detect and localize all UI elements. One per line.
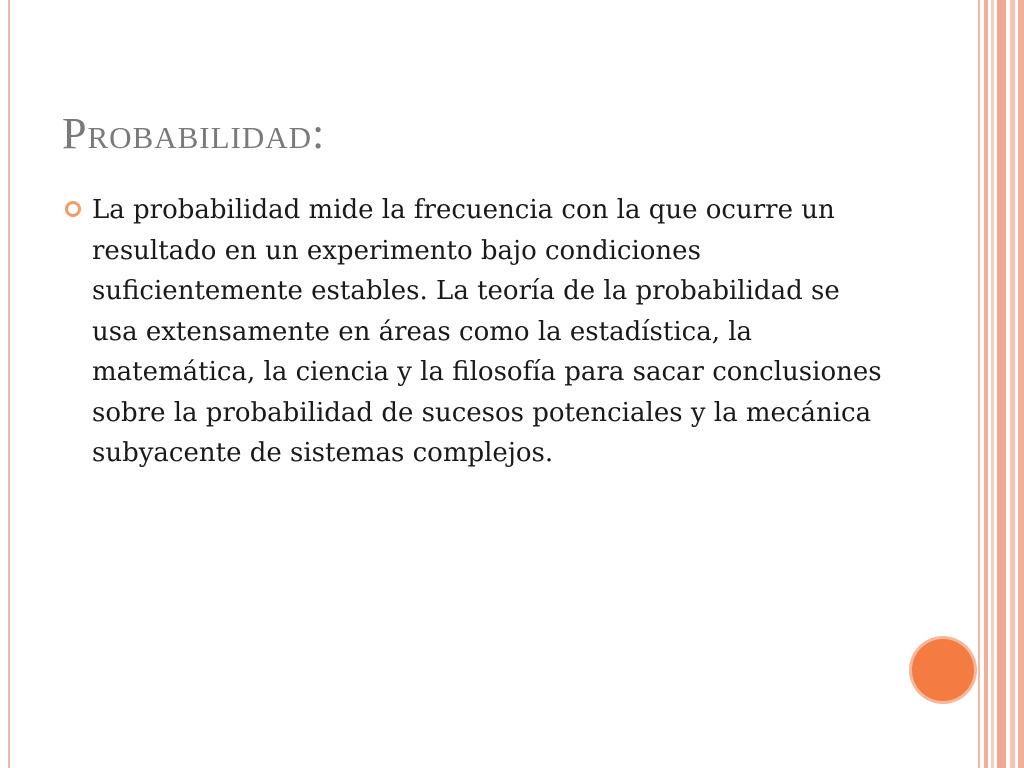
- right-stripe: [978, 0, 980, 768]
- right-stripe: [1018, 0, 1024, 768]
- bullet-list-item: [62, 190, 892, 474]
- right-stripe: [1010, 0, 1015, 768]
- left-accent-line: [8, 0, 10, 768]
- right-stripe: [984, 0, 988, 768]
- right-stripe: [997, 0, 1006, 768]
- slide-title: Probabilidad:: [62, 109, 326, 158]
- right-stripe: [991, 0, 994, 768]
- bullet-circle-icon: [64, 200, 82, 218]
- bullet-text: La probabilidad mide la frecuencia con la que ocurre un resultado en un experimento bajo condiciones suficientemente estables. La teoría de la probabilidad se usa extensamente en áreas como la estadística, la matemática, la ciencia y la filosofía para sacar conclusiones sobre la probabilidad de sucesos potenciales y la mecánica subyacente de sistemas complejos.: [92, 195, 882, 468]
- decorative-circle: [912, 639, 974, 701]
